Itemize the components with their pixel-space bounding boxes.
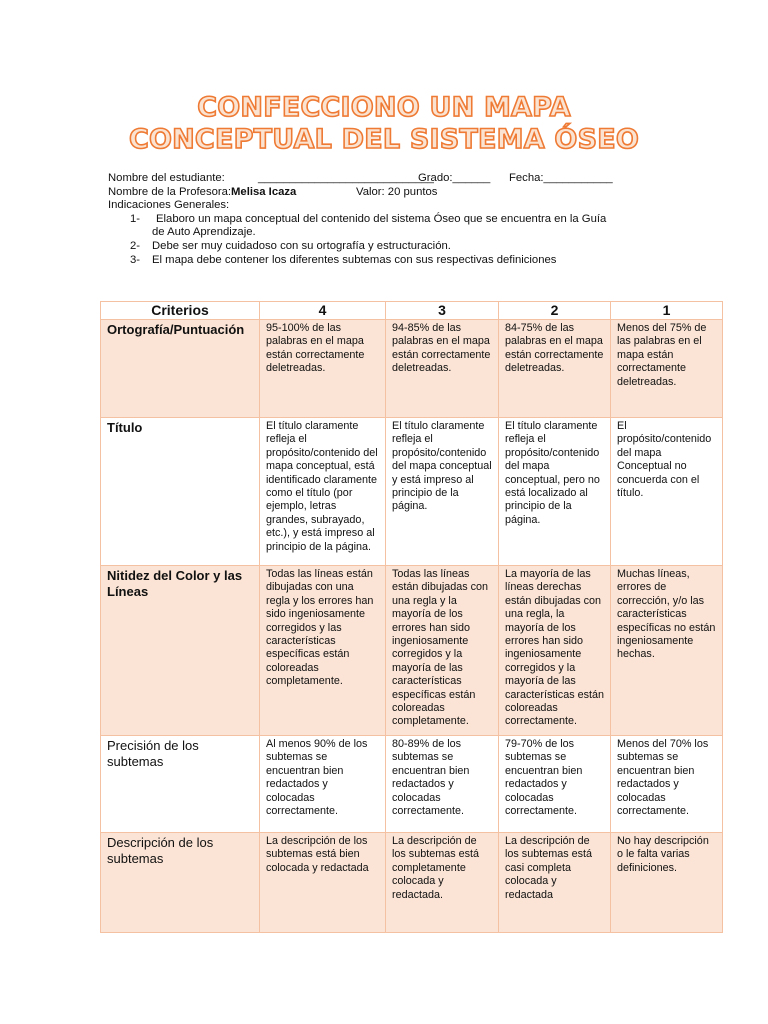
- student-row: [108, 172, 668, 186]
- teacher-row: [108, 186, 668, 200]
- instruction-continuation: de Auto Aprendizaje.: [152, 226, 256, 239]
- indications-label: Indicaciones Generales:: [108, 199, 230, 212]
- rubric-cell: 94-85% de las palabras en el mapa están correctamente deletreadas.: [386, 320, 499, 418]
- rubric-cell: El título claramente refleja el propósito/contenido del mapa conceptual, está identificado claramente como el título (por ejemplo, letras grandes, subrayado, etc.), y está impreso al principio de la página.: [260, 418, 386, 566]
- rubric-cell: La descripción de los subtemas está completamente colocada y redactada.: [386, 833, 499, 933]
- title-line-1: CONFECCIONO UN MAPA: [197, 92, 571, 123]
- value-points: Valor: 20 puntos: [356, 185, 438, 198]
- document-title: [0, 92, 768, 156]
- rubric-row-precision: [101, 736, 723, 833]
- header-level-2: 2: [499, 302, 611, 320]
- rubric-row-nitidez: [101, 566, 723, 736]
- instruction-item: [108, 240, 668, 254]
- rubric-table: [100, 301, 723, 933]
- student-name-label: Nombre del estudiante:: [108, 172, 225, 184]
- instruction-item: [108, 254, 668, 268]
- rubric-cell: Menos del 70% los subtemas se encuentran bien redactados y colocadas correctamente.: [611, 736, 723, 833]
- criterion-cell: Nitidez del Color y las Líneas: [101, 566, 260, 736]
- rubric-cell: Todas las líneas están dibujadas con una regla y la mayoría de los errores han sido ingeniosamente corregidos y la mayoría de las características específicas están coloreadas completamente.: [386, 566, 499, 736]
- rubric-cell: 84-75% de las palabras en el mapa están correctamente deletreadas.: [499, 320, 611, 418]
- student-name-line: ____________________________: [258, 172, 434, 184]
- rubric-header-row: [101, 302, 723, 320]
- rubric-row-descripcion: [101, 833, 723, 933]
- rubric-cell: El título claramente refleja el propósito/contenido del mapa conceptual, pero no está localizado al principio de la página.: [499, 418, 611, 566]
- rubric-cell: 80-89% de los subtemas se encuentran bien redactados y colocadas correctamente.: [386, 736, 499, 833]
- instruction-text: Debe ser muy cuidadoso con su ortografía y estructuración.: [152, 239, 451, 252]
- rubric-cell: La descripción de los subtemas está bien colocada y redactada: [260, 833, 386, 933]
- rubric-cell: Al menos 90% de los subtemas se encuentran bien redactados y colocadas correctamente.: [260, 736, 386, 833]
- header-level-4: 4: [260, 302, 386, 320]
- header-criterios: Criterios: [101, 302, 260, 320]
- rubric-cell: Todas las líneas están dibujadas con una regla y los errores han sido ingeniosamente corregidos y las características específicas están coloreadas completamente.: [260, 566, 386, 736]
- instruction-item: [108, 213, 668, 227]
- rubric-cell: Muchas líneas, errores de corrección, y/o las características específicas no están ingeniosamente hechas.: [611, 566, 723, 736]
- criterion-cell: Precisión de los subtemas: [101, 736, 260, 833]
- rubric-cell: Menos del 75% de las palabras en el mapa están correctamente deletreadas.: [611, 320, 723, 418]
- student-info-block: [108, 172, 668, 267]
- instruction-number: 3-: [130, 253, 141, 266]
- rubric-cell: 79-70% de los subtemas se encuentran bien redactados y colocadas correctamente.: [499, 736, 611, 833]
- grade-field: Grado:______: [418, 172, 491, 184]
- rubric-cell: 95-100% de las palabras en el mapa están correctamente deletreadas.: [260, 320, 386, 418]
- instruction-text: Elaboro un mapa conceptual del contenido del sistema Óseo que se encuentra en la Guía: [156, 212, 607, 225]
- rubric-cell: No hay descripción o le falta varias definiciones.: [611, 833, 723, 933]
- teacher-name: Melisa Icaza: [231, 185, 297, 198]
- header-level-1: 1: [611, 302, 723, 320]
- teacher-label: Nombre de la Profesora:: [108, 185, 232, 198]
- title-line-2: CONCEPTUAL DEL SISTEMA ÓSEO: [128, 124, 640, 155]
- header-level-3: 3: [386, 302, 499, 320]
- criterion-cell: Descripción de los subtemas: [101, 833, 260, 933]
- rubric-row-ortografia: [101, 320, 723, 418]
- rubric-cell: El propósito/contenido del mapa Conceptual no concuerda con el título.: [611, 418, 723, 566]
- date-field: Fecha:___________: [509, 172, 613, 184]
- rubric-cell: El título claramente refleja el propósito/contenido del mapa conceptual y está impreso al principio de la página.: [386, 418, 499, 566]
- rubric-cell: La descripción de los subtemas está casi completa colocada y redactada: [499, 833, 611, 933]
- instruction-text: El mapa debe contener los diferentes subtemas con sus respectivas definiciones: [152, 253, 557, 266]
- criterion-cell: Título: [101, 418, 260, 566]
- criterion-cell: Ortografía/Puntuación: [101, 320, 260, 418]
- instruction-number: 2-: [130, 239, 141, 252]
- rubric-row-titulo: [101, 418, 723, 566]
- rubric-cell: La mayoría de las líneas derechas están dibujadas con una regla, la mayoría de los errores han sido ingeniosamente corregidos y la mayoría de las características están coloreadas correctamente.: [499, 566, 611, 736]
- instruction-number: 1-: [130, 212, 141, 225]
